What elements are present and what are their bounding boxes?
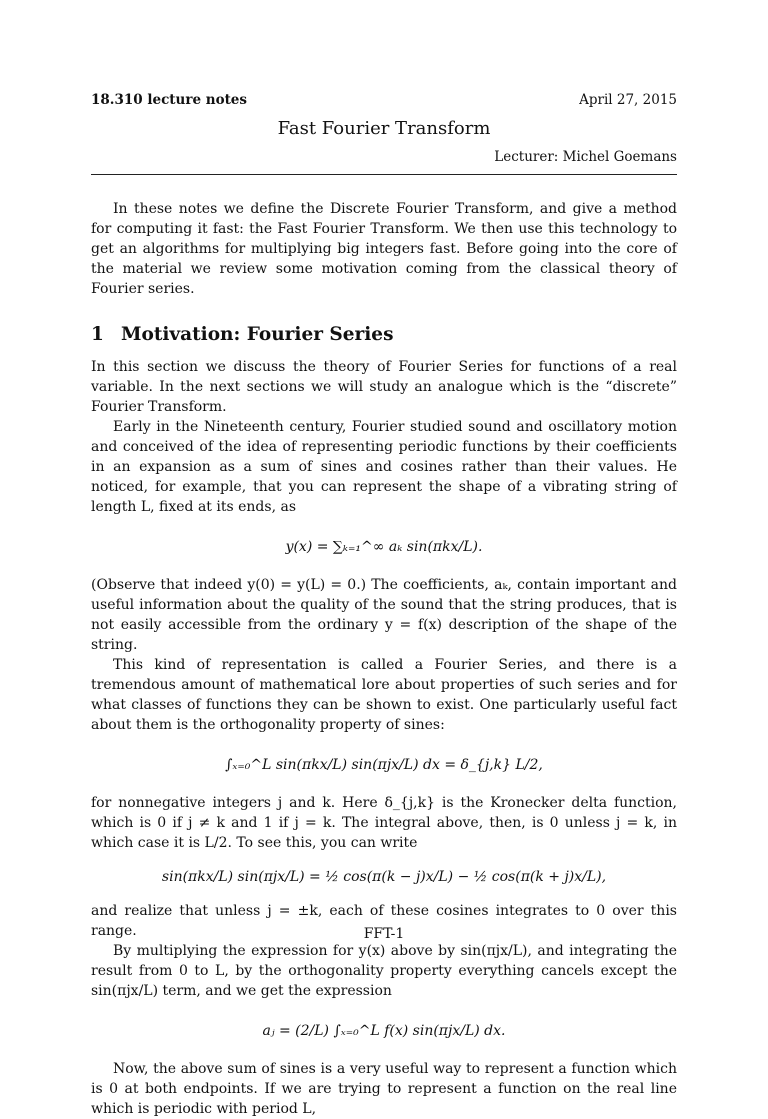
equation-4: aⱼ = (2/L) ∫ₓ₌₀^L f(x) sin(πjx/L) dx.	[262, 1023, 506, 1039]
page-title: Fast Fourier Transform	[277, 118, 491, 139]
page-footer: FFT-1	[363, 926, 405, 942]
section-title: Motivation: Fourier Series	[121, 324, 394, 345]
equation-coefficient	[91, 1007, 677, 1053]
paragraph-3: (Observe that indeed y(0) = y(L) = 0.) The coefficients, aₖ, contain important and useful information about the quality of the sound that the string produces, that is not easily accessible from the ordinary y = f(x) description of the shape of the string.	[91, 577, 677, 653]
date-label: April 27, 2015	[579, 92, 677, 108]
paragraph-6: and realize that unless j = ±k, each of these cosines integrates to 0 over this range.	[91, 903, 677, 939]
equation-fourier-series	[91, 523, 677, 569]
equation-orthogonality	[91, 741, 677, 787]
equation-product-identity	[91, 859, 677, 895]
header-rule	[91, 174, 677, 175]
equation-2: ∫ₓ₌₀^L sin(πkx/L) sin(πjx/L) dx = δ_{j,k} L/2,	[225, 757, 543, 773]
section-heading	[91, 325, 677, 345]
paragraph-4: This kind of representation is called a Fourier Series, and there is a tremendous amount of mathematical lore about properties of such series and for what classes of functions they can be shown to exist. One particularly useful fact about them is the orthogonality property of sines:	[91, 657, 677, 733]
paragraph-8: Now, the above sum of sines is a very useful way to represent a function which is 0 at both endpoints. If we are trying to represent a function on the real line which is periodic with period L,	[91, 1061, 677, 1117]
course-label: 18.310 lecture notes	[91, 92, 248, 108]
paragraph-2: Early in the Nineteenth century, Fourier studied sound and oscillatory motion and conceived of the idea of representing periodic functions by their coefficients in an expansion as a sum of sines and cosines rather than their values. He noticed, for example, that you can represent the shape of a vibrating string of length L, fixed at its ends, as	[91, 419, 677, 515]
paragraph-5: for nonnegative integers j and k. Here δ_{j,k} is the Kronecker delta function, which is 0 if j ≠ k and 1 if j = k. The integral above, then, is 0 unless j = k, in which case it is L/2. To see this, you can write	[91, 795, 677, 851]
equation-1: y(x) = ∑ₖ₌₁^∞ aₖ sin(πkx/L).	[285, 539, 483, 555]
equation-3: sin(πkx/L) sin(πjx/L) = ½ cos(π(k − j)x/L) − ½ cos(π(k + j)x/L),	[161, 869, 607, 885]
paragraph-1: In this section we discuss the theory of Fourier Series for functions of a real variable. In the next sections we will study an analogue which is the “discrete” Fourier Transform.	[91, 359, 677, 415]
intro-paragraph: In these notes we define the Discrete Fourier Transform, and give a method for computing it fast: the Fast Fourier Transform. We then use this technology to get an algorithms for multiplying big integers fast. Before going into the core of the material we review some motivation coming from the classical theory of Fourier series.	[91, 201, 677, 297]
section-number: 1	[91, 324, 104, 345]
document-body	[91, 199, 677, 1119]
paragraph-7: By multiplying the expression for y(x) above by sin(πjx/L), and integrating the result from 0 to L, by the orthogonality property everything cancels except the sin(πjx/L) term, and we get the expression	[91, 943, 677, 999]
lecturer-label: Lecturer: Michel Goemans	[494, 149, 677, 165]
